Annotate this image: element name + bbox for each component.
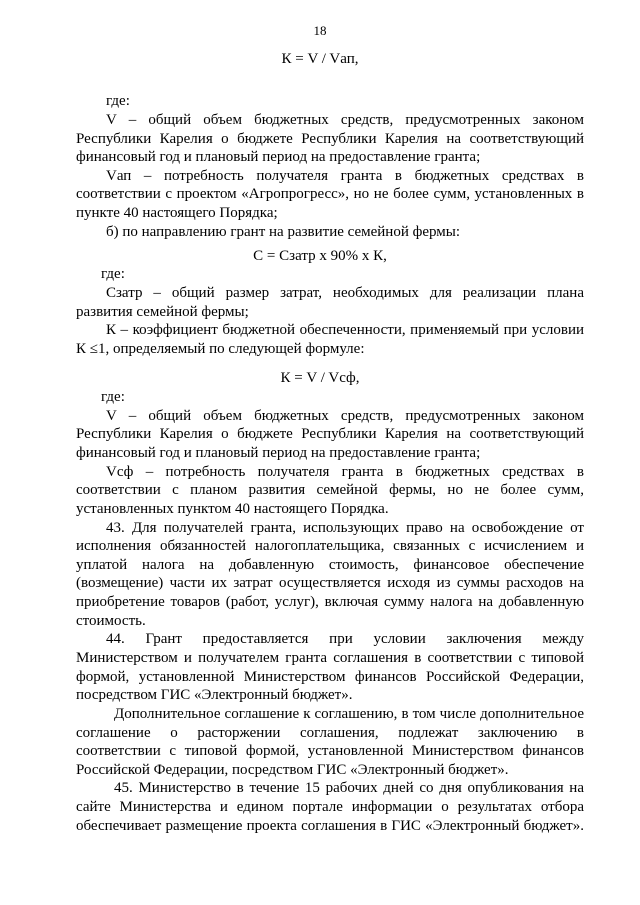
text-line: соответствии с проектом «Агропрогресс», но не более сумм, установленных в (76, 186, 584, 202)
formula-line: К = V / Vап, (281, 51, 359, 67)
text-line: Vсф – потребность получателя гранта в бюджетных средствах в (106, 464, 584, 480)
text-line: установленных пунктом 40 настоящего Порядка. (76, 501, 389, 517)
text-line: где: (101, 389, 125, 405)
text-line: К – коэффициент бюджетной обеспеченности, применяемый при условии (106, 322, 584, 338)
text-line: Сзатр – общий размер затрат, необходимых для реализации плана (106, 285, 584, 301)
text-line: финансовый год и плановый период на предоставление гранта; (76, 149, 481, 165)
text-line: 45. Министерство в течение 15 рабочих дней со дня опубликования на (114, 780, 584, 796)
text-line: 44. Грант предоставляется при условии заключения между (106, 631, 584, 647)
text-line: Vап – потребность получателя гранта в бюджетных средствах в (106, 168, 584, 184)
text-line: соответствии с типовой формой, установленной Министерством финансов (76, 743, 584, 759)
text-line: б) по направлению грант на развитие семейной фермы: (106, 224, 460, 240)
text-line: V – общий объем бюджетных средств, предусмотренных законом (106, 112, 584, 128)
text-line: Республики Карелия о бюджете Республики Карелия на соответствующий (76, 131, 584, 147)
text-line: уплатой налога на добавленную стоимость, финансовое обеспечение (76, 557, 584, 573)
text-line: Республики Карелия о бюджете Республики Карелия на соответствующий (76, 426, 584, 442)
formula-line: К = V / Vсф, (280, 370, 360, 386)
text-line: посредством ГИС «Электронный бюджет». (76, 687, 353, 703)
text-line: сайте Министерства и едином портале информации о результатах отбора (76, 799, 584, 815)
text-line: финансовый год и плановый период на предоставление гранта; (76, 445, 481, 461)
text-line: формой, установленной Министерством финансов Российской Федерации, (76, 669, 584, 685)
text-line: приобретение товаров (работ, услуг), включая сумму налога на добавленную (76, 594, 584, 610)
text-line: 43. Для получателей гранта, использующих право на освобождение от (106, 520, 584, 536)
text-line: (возмещение) части их затрат осуществляется исходя из суммы расходов на (76, 575, 584, 591)
text-line: развития семейной фермы; (76, 304, 249, 320)
text-line: пункте 40 настоящего Порядка; (76, 205, 278, 221)
page-number: 18 (313, 23, 327, 38)
formula-line: С = Сзатр х 90% х К, (253, 248, 387, 264)
text-line: соответствии с планом развития семейной фермы, но не более сумм, (76, 482, 584, 498)
text-line: исполнения обязанностей налогоплательщика, связанных с исчислением и (76, 538, 584, 554)
text-line: где: (106, 93, 130, 109)
text-line: V – общий объем бюджетных средств, предусмотренных законом (106, 408, 584, 424)
text-line: соглашение о расторжении соглашения, подлежат заключению в (76, 725, 584, 741)
text-line: стоимость. (76, 613, 146, 629)
text-line: Российской Федерации, посредством ГИС «Электронный бюджет». (76, 762, 509, 778)
text-line: где: (101, 266, 125, 282)
text-line: Министерством и получателем гранта соглашения в соответствии с типовой (76, 650, 584, 666)
text-line: К ≤1, определяемый по следующей формуле: (76, 341, 365, 357)
text-line: обеспечивает размещение проекта соглашения в ГИС «Электронный бюджет». (76, 818, 584, 834)
text-line: Дополнительное соглашение к соглашению, в том числе дополнительное (114, 706, 584, 722)
